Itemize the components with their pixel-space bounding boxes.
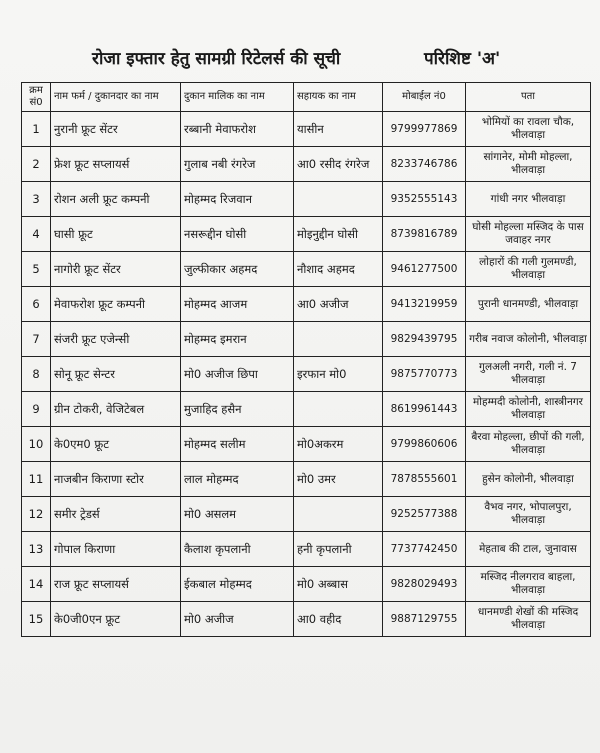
row-address: हुसेन कोलोनी, भीलवाड़ा	[466, 462, 591, 497]
title-row	[0, 46, 600, 74]
row-firm-name: फ्रेश फ्रूट सप्लायर्स	[51, 147, 181, 182]
row-mobile-number: 8233746786	[383, 147, 466, 182]
row-assistant-name: हनी कृपलानी	[294, 532, 383, 567]
header-serial-number: क्रम सं0	[22, 83, 51, 112]
row-firm-name: समीर ट्रेडर्स	[51, 497, 181, 532]
header-address: पता	[466, 83, 591, 112]
row-mobile-number: 9799977869	[383, 112, 466, 147]
row-assistant-name: आ0 अजीज	[294, 287, 383, 322]
row-serial-number: 5	[22, 252, 51, 287]
row-owner-name: मुजाहिद हसैन	[181, 392, 294, 427]
row-mobile-number: 9875770773	[383, 357, 466, 392]
row-assistant-name: मोइनुद्दीन घोसी	[294, 217, 383, 252]
row-firm-name: रोशन अली फ्रूट कम्पनी	[51, 182, 181, 217]
table-row	[22, 217, 591, 252]
row-owner-name: लाल मोहम्मद	[181, 462, 294, 497]
row-assistant-name: मो0 अब्बास	[294, 567, 383, 602]
row-owner-name: नसरूद्दीन घोसी	[181, 217, 294, 252]
row-address: सांगानेर, मोमी मोहल्ला, भीलवाड़ा	[466, 147, 591, 182]
row-serial-number: 2	[22, 147, 51, 182]
header-owner-name: दुकान मालिक का नाम	[181, 83, 294, 112]
row-firm-name: राज फ्रूट सप्लायर्स	[51, 567, 181, 602]
row-address: मस्जिद नीलगराव बाहला, भीलवाड़ा	[466, 567, 591, 602]
row-address: लोहारों की गली गुलमण्डी, भीलवाड़ा	[466, 252, 591, 287]
row-mobile-number: 7878555601	[383, 462, 466, 497]
row-mobile-number: 9413219959	[383, 287, 466, 322]
row-mobile-number: 9829439795	[383, 322, 466, 357]
row-firm-name: ग्रीन टोकरी, वेजिटेबल	[51, 392, 181, 427]
row-owner-name: मोहम्मद सलीम	[181, 427, 294, 462]
row-firm-name: नागोरी फ्रूट सेंटर	[51, 252, 181, 287]
row-firm-name: नुरानी फ्रूट सेंटर	[51, 112, 181, 147]
row-serial-number: 10	[22, 427, 51, 462]
row-address: वैभव नगर, भोपालपुरा, भीलवाड़ा	[466, 497, 591, 532]
row-mobile-number: 9828029493	[383, 567, 466, 602]
row-assistant-name	[294, 182, 383, 217]
row-serial-number: 7	[22, 322, 51, 357]
row-serial-number: 4	[22, 217, 51, 252]
row-firm-name: के0जी0एन फ्रूट	[51, 602, 181, 637]
header-firm-name: नाम फर्म / दुकानदार का नाम	[51, 83, 181, 112]
row-serial-number: 6	[22, 287, 51, 322]
row-serial-number: 15	[22, 602, 51, 637]
row-owner-name: रब्बानी मेवाफरोश	[181, 112, 294, 147]
table-row	[22, 462, 591, 497]
row-mobile-number: 9799860606	[383, 427, 466, 462]
row-address: धानमण्डी शेखों की मस्जिद भीलवाड़ा	[466, 602, 591, 637]
row-owner-name: गुलाब नबी रंगरेज	[181, 147, 294, 182]
row-mobile-number: 9887129755	[383, 602, 466, 637]
row-owner-name: जुल्फीकार अहमद	[181, 252, 294, 287]
row-assistant-name	[294, 322, 383, 357]
header-mobile-number: मोबाईल नं0	[383, 83, 466, 112]
row-owner-name: मोहम्मद रिजवान	[181, 182, 294, 217]
document-title: रोजा इफ्तार हेतु सामग्री रिटेलर्स की सूची	[92, 49, 341, 69]
row-assistant-name	[294, 497, 383, 532]
row-assistant-name: आ0 रसीद रंगरेज	[294, 147, 383, 182]
table-row	[22, 602, 591, 637]
row-address: गरीब नवाज कोलोनी, भीलवाड़ा	[466, 322, 591, 357]
row-owner-name: मोहम्मद इमरान	[181, 322, 294, 357]
row-assistant-name: आ0 वहीद	[294, 602, 383, 637]
row-address: घोसी मोहल्ला मस्जिद के पास जवाहर नगर	[466, 217, 591, 252]
row-firm-name: घासी फ्रूट	[51, 217, 181, 252]
row-assistant-name: मो0 उमर	[294, 462, 383, 497]
row-serial-number: 8	[22, 357, 51, 392]
row-mobile-number: 9352555143	[383, 182, 466, 217]
table-row	[22, 182, 591, 217]
row-address: गांधी नगर भीलवाड़ा	[466, 182, 591, 217]
row-serial-number: 3	[22, 182, 51, 217]
table-row	[22, 112, 591, 147]
row-firm-name: सोनू फ्रूट सेन्टर	[51, 357, 181, 392]
row-firm-name: के0एम0 फ्रूट	[51, 427, 181, 462]
row-owner-name: ईकबाल मोहम्मद	[181, 567, 294, 602]
table-header-row	[22, 83, 591, 112]
row-owner-name: मो0 अजीज	[181, 602, 294, 637]
row-firm-name: नाजबीन किराणा स्टोर	[51, 462, 181, 497]
row-assistant-name: मो0अकरम	[294, 427, 383, 462]
row-serial-number: 14	[22, 567, 51, 602]
row-address: बैरवा मोहल्ला, छीपों की गली, भीलवाड़ा	[466, 427, 591, 462]
table-row	[22, 392, 591, 427]
row-address: गुलअली नगरी, गली नं. 7 भीलवाड़ा	[466, 357, 591, 392]
row-mobile-number: 8739816789	[383, 217, 466, 252]
row-address: भोमियों का रावला चौक, भीलवाड़ा	[466, 112, 591, 147]
row-mobile-number: 9461277500	[383, 252, 466, 287]
row-firm-name: मेवाफरोश फ्रूट कम्पनी	[51, 287, 181, 322]
row-assistant-name: इरफान मो0	[294, 357, 383, 392]
row-owner-name: मोहम्मद आजम	[181, 287, 294, 322]
header-assistant-name: सहायक का नाम	[294, 83, 383, 112]
table-row	[22, 252, 591, 287]
row-firm-name: गोपाल किराणा	[51, 532, 181, 567]
row-assistant-name: यासीन	[294, 112, 383, 147]
table-row	[22, 287, 591, 322]
row-serial-number: 11	[22, 462, 51, 497]
table-row	[22, 497, 591, 532]
row-owner-name: कैलाश कृपलानी	[181, 532, 294, 567]
row-address: मोहम्मदी कोलोनी, शास्त्रीनगर भीलवाड़ा	[466, 392, 591, 427]
appendix-label: परिशिष्ट 'अ'	[424, 49, 501, 69]
row-owner-name: मो0 अजीज छिपा	[181, 357, 294, 392]
row-mobile-number: 9252577388	[383, 497, 466, 532]
table-row	[22, 147, 591, 182]
row-assistant-name: नौशाद अहमद	[294, 252, 383, 287]
table-row	[22, 532, 591, 567]
row-mobile-number: 7737742450	[383, 532, 466, 567]
row-serial-number: 1	[22, 112, 51, 147]
row-address: पुरानी धानमण्डी, भीलवाड़ा	[466, 287, 591, 322]
table-row	[22, 567, 591, 602]
table-row	[22, 427, 591, 462]
table-body	[22, 112, 591, 637]
row-serial-number: 13	[22, 532, 51, 567]
row-mobile-number: 8619961443	[383, 392, 466, 427]
retailers-table	[21, 82, 591, 637]
row-serial-number: 9	[22, 392, 51, 427]
table-row	[22, 357, 591, 392]
table-row	[22, 322, 591, 357]
row-serial-number: 12	[22, 497, 51, 532]
row-firm-name: संजरी फ्रूट एजेन्सी	[51, 322, 181, 357]
row-owner-name: मो0 असलम	[181, 497, 294, 532]
row-address: मेहताब की टाल, जुनावास	[466, 532, 591, 567]
row-assistant-name	[294, 392, 383, 427]
